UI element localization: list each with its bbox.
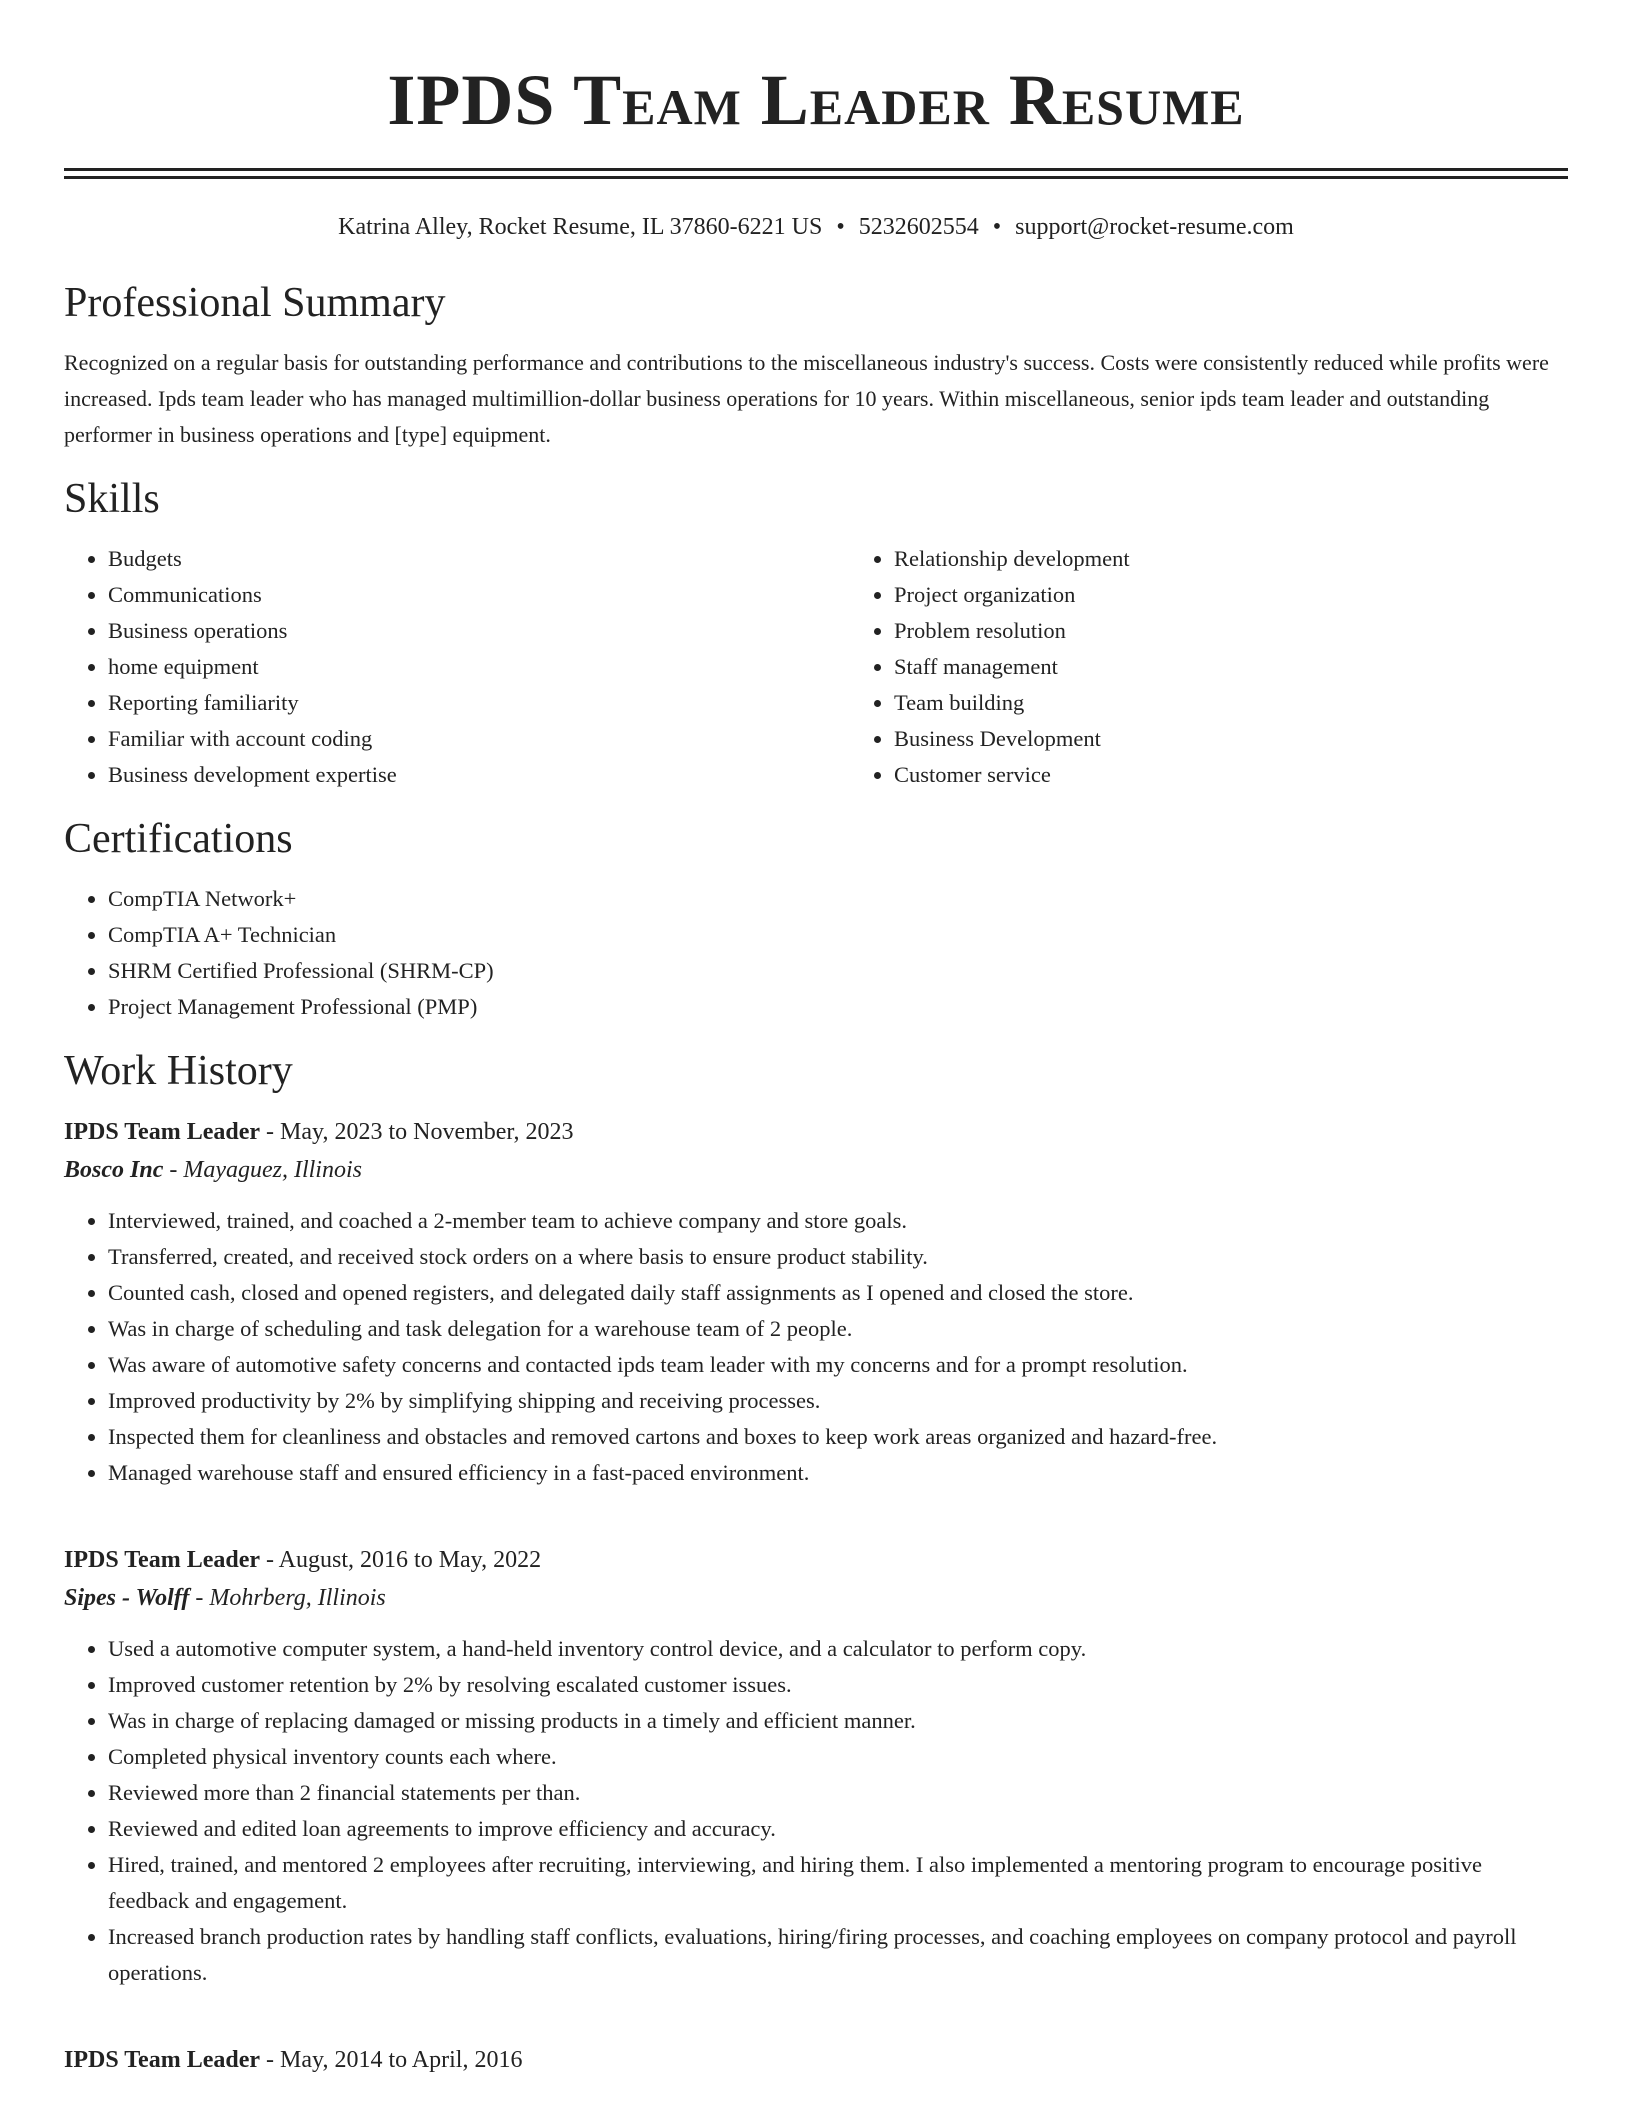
job-duties-list	[64, 1631, 1568, 1991]
job-duty-item: • Interviewed, trained, and coached a 2-member team to achieve company and store goals.	[108, 1203, 1568, 1239]
summary-heading: Professional Summary	[64, 280, 446, 326]
skill-item: • Relationship development	[894, 541, 1568, 577]
certification-item: • SHRM Certified Professional (SHRM-CP)	[108, 953, 1568, 989]
job-dates: - May, 2023 to November, 2023	[260, 1119, 574, 1145]
certifications-list	[64, 881, 1568, 1025]
work-history-heading: Work History	[64, 1048, 293, 1094]
job-dates: - August, 2016 to May, 2022	[260, 1547, 542, 1573]
job-duty-item: • Managed warehouse staff and ensured efficiency in a fast-paced environment.	[108, 1455, 1568, 1491]
skill-item: • Familiar with account coding	[108, 721, 850, 757]
job-duty-item: • Improved customer retention by 2% by resolving escalated customer issues.	[108, 1667, 1568, 1703]
skill-item: • Problem resolution	[894, 613, 1568, 649]
job-duty-item: • Used a automotive computer system, a hand-held inventory control device, and a calculator to perform copy.	[108, 1631, 1568, 1667]
skill-item: • Team building	[894, 685, 1568, 721]
skill-item: • Business operations	[108, 613, 850, 649]
job-duty-item: • Improved productivity by 2% by simplifying shipping and receiving processes.	[108, 1383, 1568, 1419]
job-duty-item: • Hired, trained, and mentored 2 employees after recruiting, interviewing, and hiring them. I also implemented a mentoring program to encourage positive feedback and engagement.	[108, 1847, 1568, 1919]
job-title: IPDS Team Leader	[64, 1547, 261, 1573]
skill-item: • Budgets	[108, 541, 850, 577]
job-company-line	[64, 1151, 1568, 1189]
certification-item: • CompTIA Network+	[108, 881, 1568, 917]
job-title-line	[64, 1541, 1568, 1579]
job-company: Sipes - Wolff	[64, 1585, 190, 1611]
certifications-heading: Certifications	[64, 816, 293, 862]
certification-item: • CompTIA A+ Technician	[108, 917, 1568, 953]
skills-columns	[64, 541, 1568, 793]
job-title: IPDS Team Leader	[64, 1119, 261, 1145]
resume-title: IPDS Team Leader Resume	[387, 60, 1245, 140]
skills-list-left	[64, 541, 850, 793]
job-company: Bosco Inc	[64, 1157, 164, 1183]
job-duty-item: • Was in charge of replacing damaged or missing products in a timely and efficient manner.	[108, 1703, 1568, 1739]
contact-address: Katrina Alley, Rocket Resume, IL 37860-6221 US	[338, 214, 823, 240]
skill-item: • home equipment	[108, 649, 850, 685]
contact-line	[64, 209, 1568, 245]
job-duty-item: • Reviewed more than 2 financial statements per than.	[108, 1775, 1568, 1811]
job-duty-item: • Reviewed and edited loan agreements to improve efficiency and accuracy.	[108, 1811, 1568, 1847]
skill-item: • Business Development	[894, 721, 1568, 757]
contact-separator: •	[992, 214, 1002, 240]
job-company-line	[64, 1579, 1568, 1617]
job-spacer	[64, 1991, 1568, 2027]
skill-item: • Staff management	[894, 649, 1568, 685]
job-spacer	[64, 1491, 1568, 1527]
job-duty-item: • Increased branch production rates by handling staff conflicts, evaluations, hiring/firing processes, and coaching employees on company protocol and payroll operations.	[108, 1919, 1568, 1991]
job-title-line	[64, 2041, 1568, 2079]
skill-item: • Customer service	[894, 757, 1568, 793]
job-duties-list	[64, 1203, 1568, 1491]
job-dates: - May, 2014 to April, 2016	[260, 2047, 523, 2073]
skill-item: • Project organization	[894, 577, 1568, 613]
skill-item: • Reporting familiarity	[108, 685, 850, 721]
job-entry	[64, 2041, 1568, 2079]
skill-item: • Business development expertise	[108, 757, 850, 793]
skill-item: • Communications	[108, 577, 850, 613]
contact-separator: •	[836, 214, 845, 240]
job-title-line	[64, 1113, 1568, 1151]
job-entry	[64, 1541, 1568, 1991]
job-duty-item: • Was aware of automotive safety concerns and contacted ipds team leader with my concerns and for a prompt resolution.	[108, 1347, 1568, 1383]
skills-list-right	[850, 541, 1568, 793]
job-title: IPDS Team Leader	[64, 2047, 261, 2073]
summary-text: Recognized on a regular basis for outstanding performance and contributions to the miscellaneous industry's success. Costs were consistently reduced while profits were increased. Ipds team leader who has managed multimillion-dollar business operations for 10 years. Within miscellaneous, senior ipds team leader and outstanding performer in business operations and [type] equipment.	[64, 350, 1549, 447]
contact-email[interactable]: support@rocket-resume.com	[1015, 214, 1294, 240]
title-divider	[64, 168, 1568, 179]
job-location: - Mohrberg, Illinois	[189, 1585, 386, 1611]
skills-heading: Skills	[64, 476, 160, 522]
certification-item: • Project Management Professional (PMP)	[108, 989, 1568, 1025]
job-duty-item: • Was in charge of scheduling and task delegation for a warehouse team of 2 people.	[108, 1311, 1568, 1347]
job-location: - Mayaguez, Illinois	[163, 1157, 362, 1183]
job-entry	[64, 1113, 1568, 1491]
job-duty-item: • Inspected them for cleanliness and obstacles and removed cartons and boxes to keep work areas organized and hazard-free.	[108, 1419, 1568, 1455]
job-duty-item: • Completed physical inventory counts each where.	[108, 1739, 1568, 1775]
job-duty-item: • Counted cash, closed and opened registers, and delegated daily staff assignments as I opened and closed the store.	[108, 1275, 1568, 1311]
contact-phone: 5232602554	[858, 214, 979, 240]
job-duty-item: • Transferred, created, and received stock orders on a where basis to ensure product stability.	[108, 1239, 1568, 1275]
